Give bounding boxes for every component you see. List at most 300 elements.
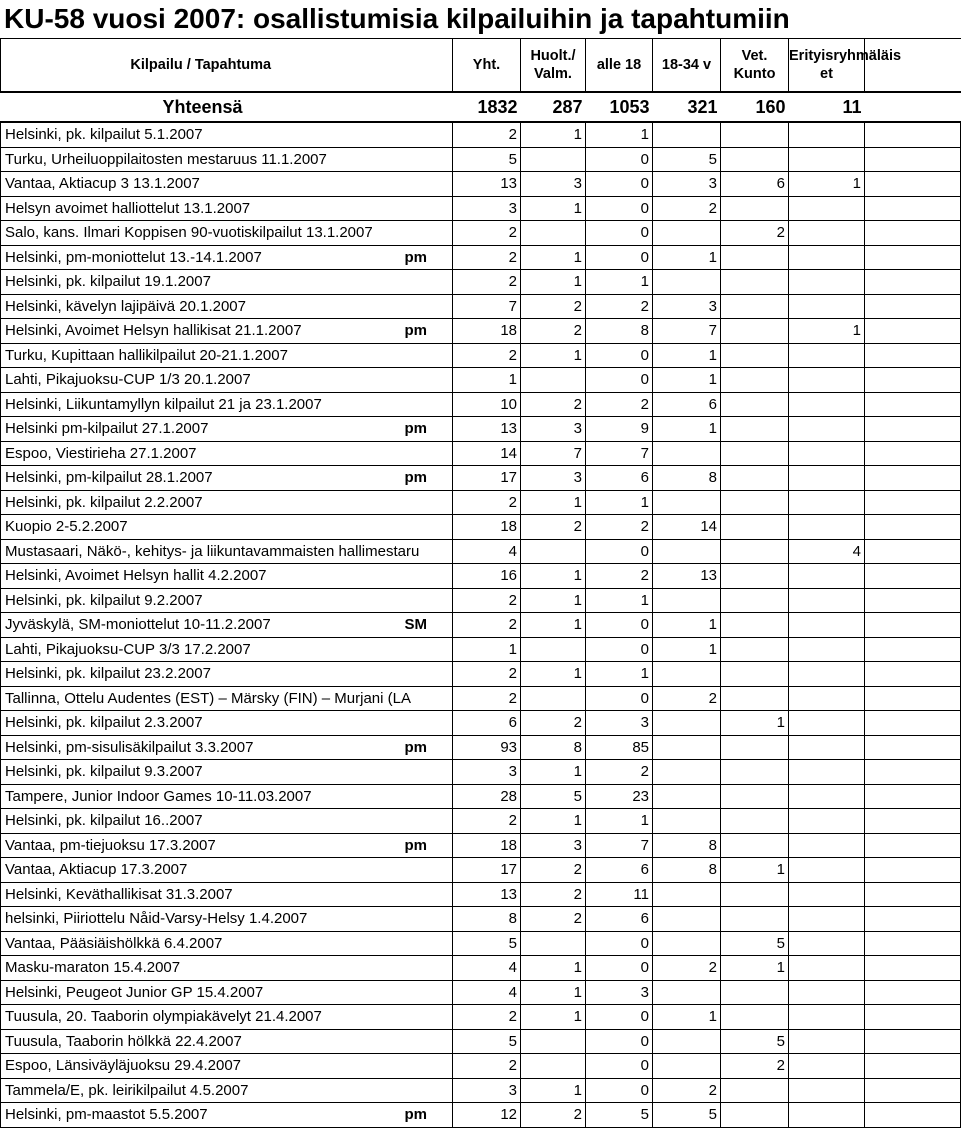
event-name: Tallinna, Ottelu Audentes (EST) – Märsky (FIN) – Murjani (LA: [1, 686, 401, 711]
table-row: [1, 956, 961, 981]
cell-total: 2: [453, 270, 521, 295]
cell-total: 4: [453, 980, 521, 1005]
cell-under18: 0: [586, 245, 653, 270]
cell-coach: 3: [521, 417, 586, 442]
totals-label: Yhteensä: [1, 92, 401, 122]
cell-under18: 0: [586, 931, 653, 956]
cell-special: [789, 270, 865, 295]
table-row: [1, 417, 961, 442]
spacer-cell: [865, 613, 961, 638]
spacer-cell: [865, 931, 961, 956]
cell-18-34: 1: [653, 613, 721, 638]
cell-18-34: [653, 490, 721, 515]
event-tag: [401, 907, 453, 932]
cell-18-34: [653, 270, 721, 295]
cell-coach: [521, 637, 586, 662]
cell-special: [789, 515, 865, 540]
event-name: Helsinki, pk. kilpailut 19.1.2007: [1, 270, 401, 295]
cell-under18: 0: [586, 1078, 653, 1103]
cell-veteran: [721, 637, 789, 662]
event-tag: [401, 122, 453, 147]
event-tag: [401, 784, 453, 809]
cell-veteran: [721, 882, 789, 907]
cell-under18: 2: [586, 515, 653, 540]
spacer-cell: [865, 882, 961, 907]
event-name: Helsinki, pm-maastot 5.5.2007: [1, 1103, 401, 1128]
cell-total: 12: [453, 1103, 521, 1128]
cell-coach: 1: [521, 490, 586, 515]
table-row: [1, 882, 961, 907]
cell-veteran: [721, 490, 789, 515]
cell-18-34: [653, 882, 721, 907]
event-name: Jyväskylä, SM-moniottelut 10-11.2.2007: [1, 613, 401, 638]
spacer-cell: [865, 1029, 961, 1054]
cell-18-34: 1: [653, 637, 721, 662]
spacer-cell: [865, 466, 961, 491]
cell-18-34: [653, 588, 721, 613]
cell-coach: 1: [521, 980, 586, 1005]
cell-special: [789, 1103, 865, 1128]
spacer-cell: [865, 392, 961, 417]
cell-coach: 2: [521, 858, 586, 883]
cell-coach: 1: [521, 760, 586, 785]
cell-veteran: 6: [721, 172, 789, 197]
event-name: Helsinki, Liikuntamyllyn kilpailut 21 ja 23.1.2007: [1, 392, 401, 417]
col-header-special: Erityisryhmäläis et: [789, 39, 865, 93]
event-tag: [401, 392, 453, 417]
cell-veteran: [721, 760, 789, 785]
cell-coach: 5: [521, 784, 586, 809]
cell-special: 4: [789, 539, 865, 564]
table-row: [1, 392, 961, 417]
cell-total: 2: [453, 1054, 521, 1079]
cell-18-34: 2: [653, 956, 721, 981]
cell-coach: 2: [521, 319, 586, 344]
cell-special: 1: [789, 172, 865, 197]
cell-veteran: [721, 441, 789, 466]
cell-18-34: [653, 122, 721, 147]
spacer-cell: [865, 833, 961, 858]
cell-total: 2: [453, 588, 521, 613]
cell-total: 93: [453, 735, 521, 760]
cell-18-34: 1: [653, 417, 721, 442]
spacer-cell: [865, 1005, 961, 1030]
event-tag: [401, 637, 453, 662]
table-row: [1, 368, 961, 393]
cell-18-34: [653, 907, 721, 932]
cell-veteran: [721, 294, 789, 319]
cell-total: 13: [453, 172, 521, 197]
cell-18-34: [653, 1029, 721, 1054]
table-row: [1, 980, 961, 1005]
event-name: Vantaa, Aktiacup 3 13.1.2007: [1, 172, 401, 197]
event-tag: [401, 760, 453, 785]
cell-under18: 2: [586, 294, 653, 319]
cell-coach: 2: [521, 515, 586, 540]
totals-special: 11: [789, 92, 865, 122]
cell-veteran: [721, 392, 789, 417]
cell-total: 2: [453, 343, 521, 368]
table-row: [1, 858, 961, 883]
table-row: [1, 588, 961, 613]
table-row: [1, 907, 961, 932]
cell-18-34: [653, 1054, 721, 1079]
cell-under18: 1: [586, 662, 653, 687]
cell-18-34: 7: [653, 319, 721, 344]
cell-special: [789, 833, 865, 858]
cell-under18: 0: [586, 1054, 653, 1079]
cell-total: 3: [453, 760, 521, 785]
spacer-cell: [865, 270, 961, 295]
table-row: [1, 270, 961, 295]
cell-under18: 7: [586, 833, 653, 858]
cell-total: 1: [453, 637, 521, 662]
cell-total: 4: [453, 956, 521, 981]
event-tag: [401, 809, 453, 834]
table-row: [1, 711, 961, 736]
cell-18-34: 1: [653, 343, 721, 368]
table-row: [1, 196, 961, 221]
cell-coach: 2: [521, 392, 586, 417]
event-tag: [401, 221, 453, 246]
event-name: Espoo, Viestirieha 27.1.2007: [1, 441, 401, 466]
cell-special: [789, 980, 865, 1005]
cell-special: [789, 907, 865, 932]
spacer-cell: [865, 39, 961, 93]
cell-coach: 1: [521, 956, 586, 981]
cell-total: 2: [453, 245, 521, 270]
cell-veteran: [721, 1078, 789, 1103]
table-row: [1, 172, 961, 197]
cell-18-34: 8: [653, 466, 721, 491]
cell-coach: [521, 1029, 586, 1054]
cell-veteran: [721, 147, 789, 172]
event-name: Turku, Kupittaan hallikilpailut 20-21.1.2007: [1, 343, 401, 368]
cell-under18: 1: [586, 122, 653, 147]
cell-total: 18: [453, 515, 521, 540]
cell-18-34: 1: [653, 368, 721, 393]
event-name: Turku, Urheiluoppilaitosten mestaruus 11.1.2007: [1, 147, 401, 172]
cell-veteran: [721, 319, 789, 344]
cell-special: [789, 882, 865, 907]
table-row: [1, 1103, 961, 1128]
cell-special: [789, 637, 865, 662]
cell-total: 3: [453, 196, 521, 221]
cell-veteran: [721, 784, 789, 809]
spacer-cell: [865, 711, 961, 736]
spacer-cell: [865, 196, 961, 221]
spacer-cell: [865, 417, 961, 442]
header-row: [1, 39, 961, 93]
cell-under18: 6: [586, 907, 653, 932]
cell-veteran: 1: [721, 956, 789, 981]
table-row: [1, 735, 961, 760]
cell-coach: 1: [521, 1005, 586, 1030]
event-name: Helsinki, pm-moniottelut 13.-14.1.2007: [1, 245, 401, 270]
cell-veteran: 2: [721, 221, 789, 246]
event-name: Helsinki, pk. kilpailut 2.3.2007: [1, 711, 401, 736]
cell-under18: 2: [586, 564, 653, 589]
cell-under18: 0: [586, 637, 653, 662]
spacer-cell: [865, 368, 961, 393]
event-tag: [401, 147, 453, 172]
cell-special: [789, 760, 865, 785]
cell-veteran: [721, 417, 789, 442]
cell-18-34: [653, 441, 721, 466]
cell-veteran: 1: [721, 858, 789, 883]
cell-veteran: [721, 368, 789, 393]
cell-under18: 3: [586, 980, 653, 1005]
cell-coach: 1: [521, 270, 586, 295]
table-row: [1, 122, 961, 147]
cell-coach: 2: [521, 907, 586, 932]
event-tag: [401, 711, 453, 736]
event-tag: [401, 294, 453, 319]
event-name: Vantaa, Pääsiäishölkkä 6.4.2007: [1, 931, 401, 956]
col-header-total: Yht.: [453, 39, 521, 93]
cell-under18: 85: [586, 735, 653, 760]
table-row: [1, 637, 961, 662]
spacer-cell: [865, 92, 961, 122]
cell-total: 14: [453, 441, 521, 466]
cell-18-34: 2: [653, 196, 721, 221]
cell-total: 2: [453, 1005, 521, 1030]
totals-coach: 287: [521, 92, 586, 122]
event-tag: pm: [401, 245, 453, 270]
cell-under18: 6: [586, 466, 653, 491]
event-name: Vantaa, pm-tiejuoksu 17.3.2007: [1, 833, 401, 858]
cell-special: [789, 784, 865, 809]
cell-under18: 5: [586, 1103, 653, 1128]
cell-under18: 0: [586, 1029, 653, 1054]
cell-18-34: 5: [653, 147, 721, 172]
table-row: [1, 564, 961, 589]
cell-coach: [521, 1054, 586, 1079]
cell-coach: [521, 221, 586, 246]
cell-under18: 0: [586, 172, 653, 197]
spacer-cell: [865, 956, 961, 981]
cell-special: [789, 245, 865, 270]
cell-coach: 3: [521, 466, 586, 491]
cell-special: [789, 1029, 865, 1054]
cell-total: 17: [453, 858, 521, 883]
cell-special: [789, 392, 865, 417]
cell-18-34: [653, 735, 721, 760]
spacer-cell: [865, 564, 961, 589]
event-name: Helsinki, Peugeot Junior GP 15.4.2007: [1, 980, 401, 1005]
spacer-cell: [865, 662, 961, 687]
cell-total: 16: [453, 564, 521, 589]
cell-special: [789, 956, 865, 981]
event-tag: pm: [401, 833, 453, 858]
page-title: KU-58 vuosi 2007: osallistumisia kilpailuihin ja tapahtumiin: [4, 3, 790, 34]
event-name: Tuusula, Taaborin hölkkä 22.4.2007: [1, 1029, 401, 1054]
event-name: Helsinki, pk. kilpailut 9.3.2007: [1, 760, 401, 785]
cell-coach: [521, 368, 586, 393]
event-name: Helsinki, pk. kilpailut 16..2007: [1, 809, 401, 834]
cell-veteran: [721, 980, 789, 1005]
cell-veteran: [721, 196, 789, 221]
cell-coach: 1: [521, 588, 586, 613]
cell-veteran: [721, 539, 789, 564]
event-name: Espoo, Länsiväyläjuoksu 29.4.2007: [1, 1054, 401, 1079]
cell-coach: 2: [521, 711, 586, 736]
spacer-cell: [865, 172, 961, 197]
cell-18-34: [653, 809, 721, 834]
spacer-cell: [865, 1103, 961, 1128]
cell-veteran: [721, 588, 789, 613]
cell-special: [789, 490, 865, 515]
event-name: Helsinki, Avoimet Helsyn hallikisat 21.1.2007: [1, 319, 401, 344]
cell-18-34: 5: [653, 1103, 721, 1128]
cell-special: [789, 1005, 865, 1030]
totals-18-34: 321: [653, 92, 721, 122]
table-row: [1, 245, 961, 270]
cell-special: [789, 417, 865, 442]
cell-total: 2: [453, 662, 521, 687]
event-name: Helsinki, pm-kilpailut 28.1.2007: [1, 466, 401, 491]
cell-special: [789, 858, 865, 883]
cell-18-34: [653, 931, 721, 956]
event-tag: pm: [401, 1103, 453, 1128]
totals-tag: [401, 92, 453, 122]
spacer-cell: [865, 147, 961, 172]
table-row: [1, 539, 961, 564]
cell-veteran: 5: [721, 1029, 789, 1054]
event-name: Salo, kans. Ilmari Koppisen 90-vuotiskilpailut 13.1.2007: [1, 221, 401, 246]
table-row: [1, 294, 961, 319]
event-tag: [401, 1078, 453, 1103]
cell-total: 1: [453, 368, 521, 393]
event-tag: [401, 515, 453, 540]
cell-coach: 8: [521, 735, 586, 760]
event-tag: [401, 172, 453, 197]
event-name: Helsinki, pk. kilpailut 2.2.2007: [1, 490, 401, 515]
cell-veteran: [721, 466, 789, 491]
cell-18-34: 14: [653, 515, 721, 540]
cell-total: 10: [453, 392, 521, 417]
table-row: [1, 662, 961, 687]
cell-special: [789, 735, 865, 760]
cell-under18: 23: [586, 784, 653, 809]
event-name: Helsinki pm-kilpailut 27.1.2007: [1, 417, 401, 442]
spacer-cell: [865, 319, 961, 344]
cell-coach: 1: [521, 1078, 586, 1103]
cell-special: [789, 809, 865, 834]
spacer-cell: [865, 809, 961, 834]
event-name: Helsinki, kävelyn lajipäivä 20.1.2007: [1, 294, 401, 319]
totals-under18: 1053: [586, 92, 653, 122]
cell-coach: 1: [521, 662, 586, 687]
cell-18-34: 6: [653, 392, 721, 417]
table-row: [1, 221, 961, 246]
cell-18-34: 3: [653, 294, 721, 319]
table-row: [1, 931, 961, 956]
event-tag: pm: [401, 319, 453, 344]
event-name: Helsinki, pk. kilpailut 5.1.2007: [1, 122, 401, 147]
cell-total: 2: [453, 613, 521, 638]
table-row: [1, 1078, 961, 1103]
spacer-cell: [865, 1054, 961, 1079]
cell-special: [789, 613, 865, 638]
event-name: Kuopio 2-5.2.2007: [1, 515, 401, 540]
event-tag: [401, 1005, 453, 1030]
cell-coach: [521, 539, 586, 564]
event-tag: pm: [401, 735, 453, 760]
cell-special: [789, 368, 865, 393]
cell-special: [789, 466, 865, 491]
cell-under18: 0: [586, 147, 653, 172]
cell-18-34: 2: [653, 1078, 721, 1103]
cell-special: [789, 931, 865, 956]
spacer-cell: [865, 686, 961, 711]
totals-total: 1832: [453, 92, 521, 122]
cell-18-34: 13: [653, 564, 721, 589]
cell-under18: 0: [586, 343, 653, 368]
cell-total: 6: [453, 711, 521, 736]
cell-special: [789, 564, 865, 589]
spacer-cell: [865, 441, 961, 466]
event-name: Helsinki, Keväthallikisat 31.3.2007: [1, 882, 401, 907]
event-tag: [401, 564, 453, 589]
cell-special: [789, 221, 865, 246]
cell-total: 2: [453, 686, 521, 711]
table-row: [1, 319, 961, 344]
event-tag: [401, 490, 453, 515]
table-row: [1, 343, 961, 368]
cell-under18: 8: [586, 319, 653, 344]
event-tag: [401, 343, 453, 368]
cell-veteran: [721, 735, 789, 760]
col-header-event: Kilpailu / Tapahtuma: [1, 39, 401, 93]
col-header-coach: Huolt./ Valm.: [521, 39, 586, 93]
table-row: [1, 466, 961, 491]
event-tag: [401, 588, 453, 613]
cell-total: 2: [453, 809, 521, 834]
cell-under18: 7: [586, 441, 653, 466]
cell-under18: 11: [586, 882, 653, 907]
cell-veteran: [721, 907, 789, 932]
cell-veteran: 2: [721, 1054, 789, 1079]
cell-coach: 3: [521, 833, 586, 858]
cell-total: 2: [453, 490, 521, 515]
cell-coach: 1: [521, 343, 586, 368]
cell-18-34: 8: [653, 858, 721, 883]
cell-total: 13: [453, 882, 521, 907]
event-name: Vantaa, Aktiacup 17.3.2007: [1, 858, 401, 883]
spacer-cell: [865, 294, 961, 319]
cell-coach: 1: [521, 809, 586, 834]
event-name: Helsyn avoimet halliottelut 13.1.2007: [1, 196, 401, 221]
event-name: Masku-maraton 15.4.2007: [1, 956, 401, 981]
event-tag: [401, 270, 453, 295]
cell-18-34: [653, 711, 721, 736]
spacer-cell: [865, 907, 961, 932]
cell-total: 13: [453, 417, 521, 442]
event-tag: [401, 858, 453, 883]
cell-veteran: 5: [721, 931, 789, 956]
event-name: Tuusula, 20. Taaborin olympiakävelyt 21.4.2007: [1, 1005, 401, 1030]
cell-special: [789, 441, 865, 466]
event-tag: [401, 196, 453, 221]
cell-18-34: 1: [653, 1005, 721, 1030]
spacer-cell: [865, 122, 961, 147]
cell-under18: 1: [586, 809, 653, 834]
spacer-cell: [865, 980, 961, 1005]
cell-veteran: [721, 122, 789, 147]
col-header-tag: [401, 39, 453, 93]
table-row: [1, 1005, 961, 1030]
